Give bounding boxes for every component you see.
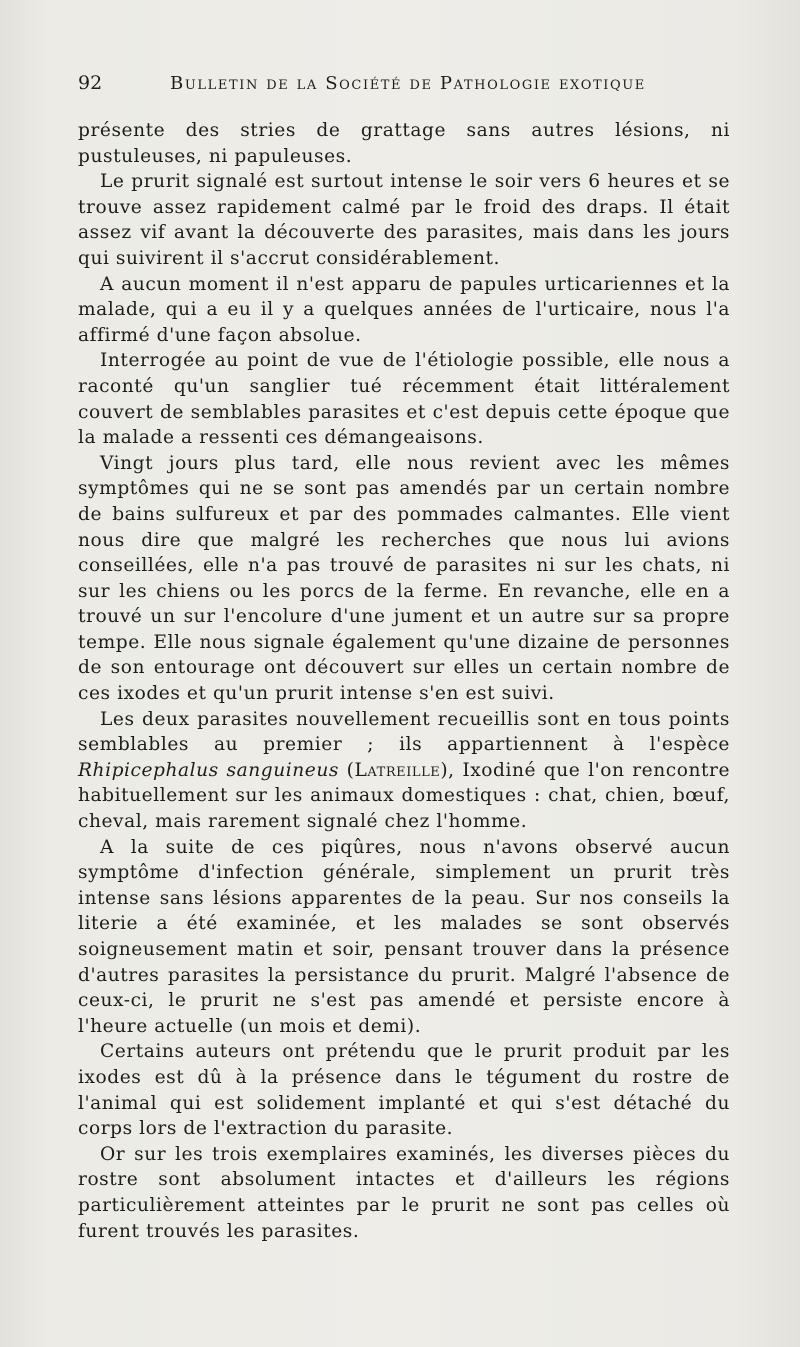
paragraph: présente des stries de grattage sans autres lésions, ni pustuleuses, ni papuleuses. — [78, 120, 730, 167]
body-text — [78, 118, 730, 1244]
page-number: 92 — [78, 72, 103, 94]
paragraph: A la suite de ces piqûres, nous n'avons observé aucun symptôme d'infection générale, simplement un prurit très intense sans lésions apparentes de la peau. Sur nos conseils la literie a été examinée, et les malades se sont observés soigneusement matin et soir, pensant trouver dans la présence d'autres parasites la persistance du prurit. Malgré l'absence de ceux-ci, le prurit ne s'est pas amendé et persiste encore à l'heure actuelle (un mois et demi). — [78, 836, 730, 1037]
paragraph: Certains auteurs ont prétendu que le prurit produit par les ixodes est dû à la présence dans le tégument du rostre de l'animal qui est solidement implanté et qui s'est détaché du corps lors de l'extraction du parasite. — [78, 1041, 730, 1140]
running-title: Bulletin de la Société de Pathologie exotique — [170, 73, 646, 94]
paragraph-text: Les deux parasites nouvellement recueillis sont en tous points semblables au premier ; ils appartiennent à l'espèce — [78, 708, 730, 756]
paragraph-text: Ixodiné que l'on rencontre habituellement sur les animaux domestiques : chat, chien, bœuf, cheval, mais rarement signalé chez l'homme. — [78, 759, 731, 833]
paragraph-species: Les deux parasites nouvellement recueillis sont en tous points semblables au premier ; ils appartiennent à l'espèce Rhipicephalus sanguineus (Latreille), Ixodiné que l'on rencontre habituellement sur les animaux domestiques : chat, chien, bœuf, cheval, mais rarement signalé chez l'homme. — [78, 708, 731, 833]
species-author: Latreille — [354, 759, 441, 781]
paragraph: Or sur les trois exemplaires examinés, les diverses pièces du rostre sont absolument intactes et d'ailleurs les régions particulièrement atteintes par le prurit ne sont pas celles où furent trouvés les parasites. — [78, 1143, 730, 1242]
species-name: Rhipicephalus sanguineus — [78, 759, 339, 781]
paragraph: Vingt jours plus tard, elle nous revient avec les mêmes symptômes qui ne se sont pas amendés par un certain nombre de bains sulfureux et par des pommades calmantes. Elle vient nous dire que malgré les recherches que nous lui avions conseillées, elle n'a pas trouvé de parasites ni sur les chats, ni sur les chiens ou les porcs de la ferme. En revanche, elle en a trouvé un sur l'encolure d'une jument et un autre sur sa propre tempe. Elle nous signale également qu'une dizaine de personnes de son entourage ont découvert sur elles un certain nombre de ces ixodes et qu'un prurit intense s'en est suivi. — [78, 452, 730, 705]
paragraph: A aucun moment il n'est apparu de papules urticariennes et la malade, qui a eu il y a quelques années de l'urticaire, nous l'a affirmé d'une façon absolue. — [78, 273, 730, 346]
page-header — [78, 72, 728, 94]
paragraph: Interrogée au point de vue de l'étiologie possible, elle nous a raconté qu'un sanglier tué récemment était littéralement couvert de semblables parasites et c'est depuis cette époque que la malade a ressenti ces démangeaisons. — [78, 350, 730, 449]
paragraph: Le prurit signalé est surtout intense le soir vers 6 heures et se trouve assez rapidement calmé par le froid des draps. Il était assez vif avant la découverte des parasites, mais dans les jours qui suivirent il s'accrut considérablement. — [78, 171, 730, 269]
